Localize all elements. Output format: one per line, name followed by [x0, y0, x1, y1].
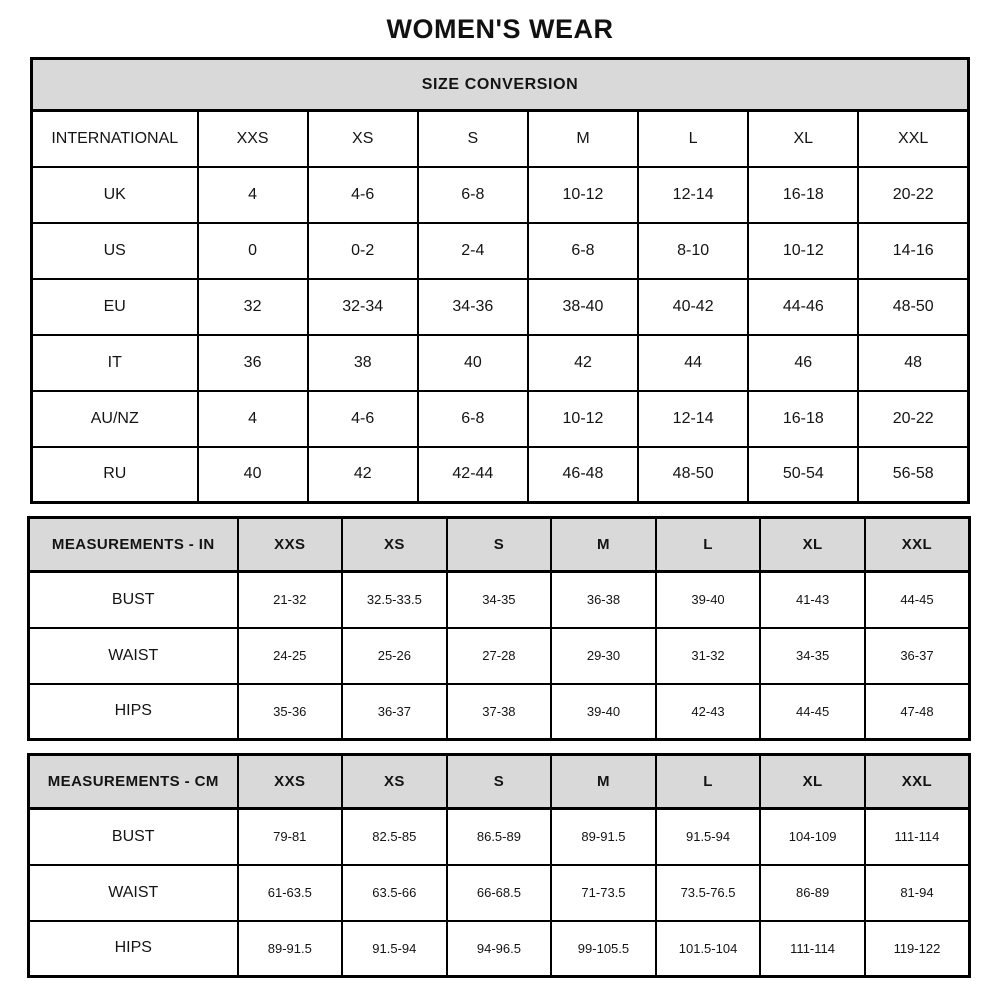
table-cell: 56-58: [858, 447, 968, 503]
table-cell: 4: [198, 167, 308, 223]
table-cell: 44-45: [760, 684, 865, 740]
table-cell: 16-18: [748, 391, 858, 447]
table-cell: 104-109: [760, 809, 865, 865]
row-label: HIPS: [29, 921, 238, 977]
column-header: M: [551, 755, 656, 809]
table-cell: 8-10: [638, 223, 748, 279]
table-cell: 101.5-104: [656, 921, 761, 977]
table-cell: 36: [198, 335, 308, 391]
row-label: HIPS: [29, 684, 238, 740]
column-header: XXS: [238, 755, 343, 809]
table-cell: 34-35: [447, 572, 552, 628]
table-cell: 50-54: [748, 447, 858, 503]
table-cell: 79-81: [238, 809, 343, 865]
row-label: AU/NZ: [32, 391, 198, 447]
table-cell: 37-38: [447, 684, 552, 740]
measurements-cm-caption: MEASUREMENTS - CM: [29, 755, 238, 809]
table-cell: 36-37: [865, 628, 970, 684]
table-cell: 20-22: [858, 167, 968, 223]
table-cell: 82.5-85: [342, 809, 447, 865]
table-cell: 71-73.5: [551, 865, 656, 921]
table-cell: 41-43: [760, 572, 865, 628]
table-cell: 40: [198, 447, 308, 503]
table-cell: 47-48: [865, 684, 970, 740]
column-header: S: [447, 755, 552, 809]
table-cell: 46: [748, 335, 858, 391]
row-label: US: [32, 223, 198, 279]
column-header: XXL: [865, 755, 970, 809]
table-cell: 4: [198, 391, 308, 447]
table-cell: 4-6: [308, 391, 418, 447]
row-label: BUST: [29, 809, 238, 865]
table-caption-row: [32, 59, 969, 111]
table-cell: 0: [198, 223, 308, 279]
table-cell: 48: [858, 335, 968, 391]
column-header: XS: [342, 755, 447, 809]
column-header: M: [528, 111, 638, 167]
table-cell: 111-114: [865, 809, 970, 865]
table-cell: 35-36: [238, 684, 343, 740]
table-cell: 89-91.5: [551, 809, 656, 865]
column-header: L: [656, 755, 761, 809]
table-cell: 94-96.5: [447, 921, 552, 977]
table-cell: 29-30: [551, 628, 656, 684]
column-header-row: [29, 518, 970, 572]
row-label: WAIST: [29, 865, 238, 921]
table-cell: 81-94: [865, 865, 970, 921]
table-row: [32, 391, 969, 447]
table-cell: 42-44: [418, 447, 528, 503]
table-cell: 39-40: [656, 572, 761, 628]
row-label: EU: [32, 279, 198, 335]
table-cell: 63.5-66: [342, 865, 447, 921]
column-header-row: [29, 755, 970, 809]
table-cell: 21-32: [238, 572, 343, 628]
table-cell: 99-105.5: [551, 921, 656, 977]
table-cell: 36-38: [551, 572, 656, 628]
measurements-in-table: [27, 516, 971, 741]
table-cell: 44-46: [748, 279, 858, 335]
table-row: [29, 684, 970, 740]
column-header: XS: [342, 518, 447, 572]
row-label: RU: [32, 447, 198, 503]
column-header: INTERNATIONAL: [32, 111, 198, 167]
table-cell: 10-12: [748, 223, 858, 279]
column-header: XS: [308, 111, 418, 167]
table-cell: 119-122: [865, 921, 970, 977]
table-cell: 42: [308, 447, 418, 503]
table-cell: 86.5-89: [447, 809, 552, 865]
table-cell: 39-40: [551, 684, 656, 740]
column-header: L: [638, 111, 748, 167]
table-cell: 40: [418, 335, 528, 391]
table-cell: 86-89: [760, 865, 865, 921]
row-label: IT: [32, 335, 198, 391]
column-header: S: [447, 518, 552, 572]
table-row: [32, 279, 969, 335]
table-cell: 38: [308, 335, 418, 391]
table-cell: 4-6: [308, 167, 418, 223]
column-header: XXL: [865, 518, 970, 572]
table-cell: 32-34: [308, 279, 418, 335]
table-cell: 111-114: [760, 921, 865, 977]
table-cell: 6-8: [528, 223, 638, 279]
table-cell: 66-68.5: [447, 865, 552, 921]
table-cell: 25-26: [342, 628, 447, 684]
table-cell: 24-25: [238, 628, 343, 684]
table-cell: 42-43: [656, 684, 761, 740]
table-cell: 12-14: [638, 391, 748, 447]
table-row: [29, 628, 970, 684]
table-cell: 0-2: [308, 223, 418, 279]
table-cell: 27-28: [447, 628, 552, 684]
measurements-cm-table: [27, 753, 971, 978]
table-cell: 34-36: [418, 279, 528, 335]
column-header: L: [656, 518, 761, 572]
table-cell: 44-45: [865, 572, 970, 628]
table-cell: 6-8: [418, 167, 528, 223]
column-header: M: [551, 518, 656, 572]
table-cell: 20-22: [858, 391, 968, 447]
column-header: XL: [748, 111, 858, 167]
table-cell: 32.5-33.5: [342, 572, 447, 628]
table-row: [32, 167, 969, 223]
column-header: XXS: [198, 111, 308, 167]
page-title: WOMEN'S WEAR: [386, 14, 614, 44]
table-cell: 44: [638, 335, 748, 391]
table-cell: 6-8: [418, 391, 528, 447]
column-header: XXL: [858, 111, 968, 167]
size-conversion-caption: SIZE CONVERSION: [32, 59, 969, 111]
size-conversion-table: [30, 57, 970, 504]
table-row: [32, 335, 969, 391]
table-cell: 48-50: [858, 279, 968, 335]
table-cell: 91.5-94: [342, 921, 447, 977]
table-cell: 2-4: [418, 223, 528, 279]
column-header: S: [418, 111, 528, 167]
table-row: [32, 447, 969, 503]
column-header: XXS: [238, 518, 343, 572]
table-cell: 36-37: [342, 684, 447, 740]
table-cell: 12-14: [638, 167, 748, 223]
measurements-in-caption: MEASUREMENTS - IN: [29, 518, 238, 572]
table-row: [29, 572, 970, 628]
table-row: [32, 223, 969, 279]
column-header: XL: [760, 755, 865, 809]
table-cell: 32: [198, 279, 308, 335]
column-header: XL: [760, 518, 865, 572]
table-cell: 16-18: [748, 167, 858, 223]
table-cell: 42: [528, 335, 638, 391]
row-label: WAIST: [29, 628, 238, 684]
table-cell: 14-16: [858, 223, 968, 279]
row-label: BUST: [29, 572, 238, 628]
table-cell: 46-48: [528, 447, 638, 503]
table-cell: 91.5-94: [656, 809, 761, 865]
row-label: UK: [32, 167, 198, 223]
table-cell: 48-50: [638, 447, 748, 503]
column-header-row: [32, 111, 969, 167]
table-cell: 10-12: [528, 391, 638, 447]
table-row: [29, 921, 970, 977]
table-row: [29, 865, 970, 921]
table-row: [29, 809, 970, 865]
table-cell: 38-40: [528, 279, 638, 335]
table-cell: 89-91.5: [238, 921, 343, 977]
table-cell: 40-42: [638, 279, 748, 335]
table-cell: 61-63.5: [238, 865, 343, 921]
table-cell: 73.5-76.5: [656, 865, 761, 921]
table-cell: 31-32: [656, 628, 761, 684]
table-cell: 10-12: [528, 167, 638, 223]
table-cell: 34-35: [760, 628, 865, 684]
